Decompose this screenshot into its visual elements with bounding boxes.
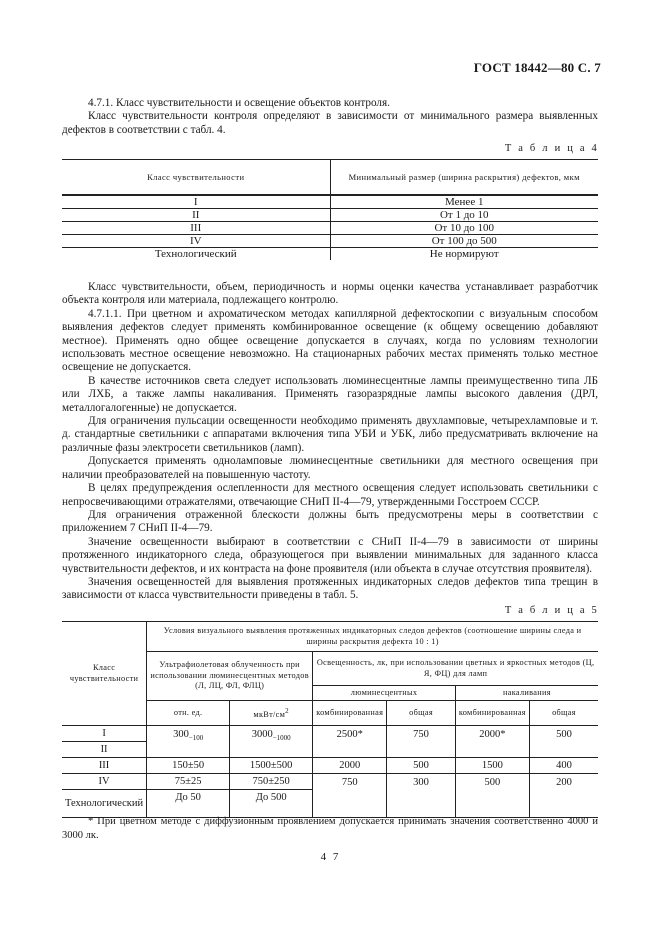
cell-class: II: [62, 742, 147, 758]
body-text: [62, 281, 598, 603]
header-inc-general: общая: [529, 701, 598, 726]
table5-caption: Т а б л и ц а 5: [504, 605, 599, 616]
cell-class: IV: [62, 774, 147, 790]
cell-rel: До 50: [147, 790, 230, 818]
cell-size: От 10 до 100: [330, 222, 598, 235]
cell-class: I: [62, 195, 330, 209]
table-header-row: [62, 622, 598, 652]
paragraph: Значения освещенностей для выявления протяженных индикаторных следов дефектов типа трещин в зависимости от класса чувствительности приведены в табл. 5.: [62, 575, 598, 602]
header-illuminance: Освещенность, лк, при использовании цветных и яркостных методов (Ц, Я, ФЦ) для ламп: [313, 652, 598, 686]
table-5: [62, 621, 598, 818]
header-inc-combined: комбинированная: [455, 701, 529, 726]
cell-inc-combined: 2000*: [455, 726, 529, 758]
cell-class: Технологический: [62, 790, 147, 818]
cell-class: III: [62, 222, 330, 235]
cell-class: II: [62, 209, 330, 222]
cell-inc-combined: 1500: [455, 758, 529, 774]
header-uv: Ультрафиолетовая облученность при использовании люминесцентных методов (Л, ЛЦ, ФЛ, ФЛЦ): [147, 652, 313, 701]
cell-mkw: До 500: [230, 790, 313, 818]
section-heading: 4.7.1. Класс чувствительности и освещение объектов контроля.: [88, 97, 390, 109]
header-luminescent: люминесцентных: [313, 686, 456, 701]
cell-class: Технологический: [154, 248, 237, 260]
header-class: Класс чувствительности: [62, 160, 330, 196]
cell-size: Менее 1: [330, 195, 598, 209]
table-row: [62, 758, 598, 774]
cell-inc-combined: 500: [455, 774, 529, 818]
table-4: [62, 159, 598, 260]
cell-mkw: 750±250: [230, 774, 313, 790]
cell-class: I: [62, 726, 147, 742]
cell-lum-general: 750: [387, 726, 456, 758]
table-row: [62, 774, 598, 790]
cell-inc-general: 200: [529, 774, 598, 818]
page-number: 4 7: [320, 851, 341, 863]
paragraph: Для ограничения отраженной блескости должны быть предусмотрены меры в соответствии с приложением 7 СНиП II-4—79.: [62, 508, 598, 535]
paragraph: Класс чувствительности, объем, периодичность и нормы оценки качества устанавливает разработчик объекта контроля или материала, подлежащего контролю.: [62, 281, 598, 307]
cell-inc-general: 400: [529, 758, 598, 774]
header-lum-general: общая: [387, 701, 456, 726]
paragraph: В целях предупреждения ослепленности для местного освещения следует использовать светильники с непросвечивающими отражателями, отвечающие СНиП II-4—79, утвержденными Госстроем СССР.: [62, 482, 598, 508]
cell-rel: 75±25: [147, 774, 230, 790]
table-row: [62, 235, 598, 248]
header-mkw: мкВт/$см^2$: [230, 701, 313, 726]
paragraph: В качестве источников света следует использовать люминесцентные лампы преимущественно типа ЛБ или ЛХБ, а также лампы накаливания. Применять газоразрядные лампы высокого давления (ДРЛ, металлогалогенные) не допускается.: [62, 374, 598, 414]
table-row: [62, 195, 598, 209]
cell-size: От 100 до 500: [330, 235, 598, 248]
intro-paragraph: Класс чувствительности контроля определяют в зависимости от минимального размера выявленных дефектов в соответствии с табл. 4.: [62, 110, 598, 136]
paragraph: Для ограничения пульсации освещенности необходимо применять двухламповые, четырехламповые и т. д. стандартные светильники с аппаратами включения типа УБИ и УБК, либо предусматривать включение на различные фазы электросети светильников (ламп).: [62, 415, 598, 454]
cell-size: От 1 до 10: [330, 209, 598, 222]
cell-mkw: $3000_{-1000}$: [230, 726, 313, 758]
table4-caption: Т а б л и ц а 4: [504, 143, 599, 154]
table-row: [62, 209, 598, 222]
cell-lum-general: 300: [387, 774, 456, 818]
cell-rel: $300_{-100}$: [147, 726, 230, 758]
paragraph: Допускается применять одноламповые люминесцентные светильники для местного освещения при наличии преобразователей на повышенную частоту.: [62, 455, 598, 481]
header-conditions: Условия визуального выявления протяженных индикаторных следов дефектов (соотношение ширины следа и ширины раскрытия дефекта 10 : 1): [147, 622, 598, 652]
cell-inc-general: 500: [529, 726, 598, 758]
header-rel-units: отн. ед.: [147, 701, 230, 726]
header-incandescent: накаливания: [455, 686, 598, 701]
header-min-size: Минимальный размер (ширина раскрытия) дефектов, мкм: [330, 160, 598, 196]
table-row: [62, 222, 598, 235]
table-header-row: [62, 160, 598, 196]
table-row: [62, 726, 598, 742]
cell-rel: 150±50: [147, 758, 230, 774]
footnote: [62, 815, 598, 842]
cell-size: Не нормируют: [330, 248, 598, 261]
header-lum-combined: комбинированная: [313, 701, 387, 726]
cell-lum-combined: 2500*: [313, 726, 387, 758]
cell-class: IV: [62, 235, 330, 248]
intro-block: [62, 97, 598, 137]
cell-lum-combined: 750: [313, 774, 387, 818]
paragraph: 4.7.1.1. При цветном и ахроматическом методах капиллярной дефектоскопии с визуальным способом выявления дефектов следует применять комбинированное освещение (к общему освещению добавляют местное). Применять одно общее освещение допускается в случаях, когда по условиям технологии использовать местное освещение невозможно. На стационарных рабочих местах применять только местное освещение не допускается.: [62, 307, 598, 374]
page-header: ГОСТ 18442—80 С. 7: [473, 60, 601, 75]
footnote-text: * При цветном методе с диффузионным проявлением допускается принимать значения соответственно 4000 и 3000 лк.: [62, 816, 598, 841]
cell-lum-combined: 2000: [313, 758, 387, 774]
cell-mkw: 1500±500: [230, 758, 313, 774]
paragraph: Значение освещенности выбирают в соответствии с СНиП II-4—79 в зависимости от ширины протяженного индикаторного следа, образующегося при выявлении минимальных для заданного класса чувствительности дефектов, и их контраста на фоне проявителя (или объекта в случае отсутствия проявителя).: [62, 535, 598, 575]
header-class: Класс чувствительности: [62, 622, 147, 726]
cell-class: III: [62, 758, 147, 774]
cell-lum-general: 500: [387, 758, 456, 774]
table-row: [62, 248, 598, 261]
